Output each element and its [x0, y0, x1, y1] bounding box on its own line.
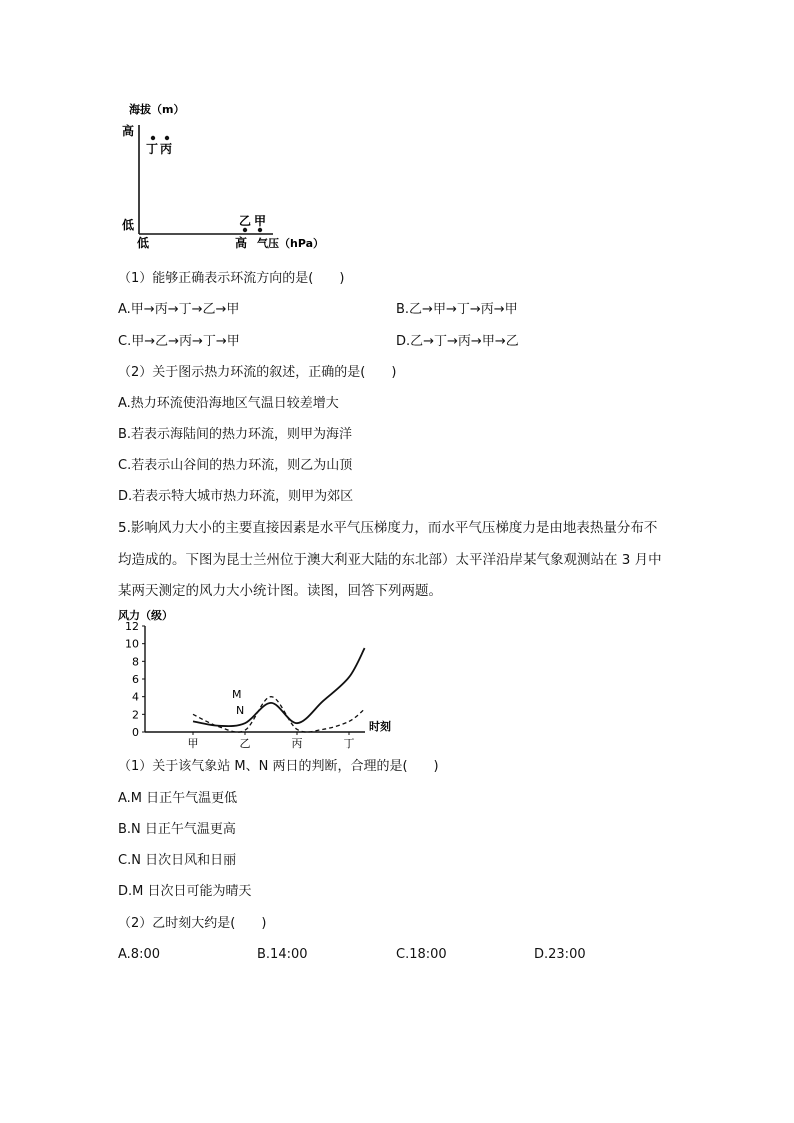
- altitude-pressure-chart: [115, 98, 345, 253]
- point-jia: [258, 228, 262, 232]
- point-bing: [165, 136, 169, 140]
- q4-2-option-a: A.热力环流使沿海地区气温日较差增大: [118, 396, 339, 411]
- q5-1-option-d: D.M 日次日可能为晴天: [118, 884, 252, 899]
- point-jia-label: 甲: [254, 214, 267, 228]
- q5-2-stem: （2）乙时刻大约是( ): [118, 916, 267, 931]
- q4-1-option-c: C.甲→乙→丙→丁→甲: [118, 334, 240, 349]
- wind-y-axis-label: 风力（级）: [118, 609, 173, 622]
- wind-force-chart: [115, 606, 405, 751]
- q5-paragraph-line-3: 某两天测定的风力大小统计图。读图，回答下列两题。: [118, 583, 442, 599]
- point-ding: [151, 136, 155, 140]
- x-axis-low: 低: [137, 236, 150, 250]
- wind-y-tick-label: 10: [125, 637, 139, 651]
- series-m-label: M: [232, 688, 242, 701]
- series-line-n: [193, 648, 365, 726]
- wind-y-tick-label: 4: [132, 690, 139, 704]
- series-n-label: N: [236, 704, 245, 717]
- y-axis-high: 高: [122, 124, 135, 138]
- q5-2-option-c: C.18:00: [396, 947, 447, 962]
- q4-1-option-b: B.乙→甲→丁→丙→甲: [396, 302, 518, 317]
- q4-2-option-c: C.若表示山谷间的热力环流，则乙为山顶: [118, 458, 353, 473]
- q4-1-option-d: D.乙→丁→丙→甲→乙: [396, 334, 519, 349]
- wind-y-tick-label: 12: [125, 620, 139, 633]
- q4-2-option-b: B.若表示海陆间的热力环流，则甲为海洋: [118, 427, 353, 442]
- y-axis-label: 海拔（m）: [129, 103, 185, 116]
- point-bing-label: 丙: [160, 142, 173, 156]
- point-yi-label: 乙: [239, 214, 252, 228]
- wind-x-tick-label: 乙: [239, 737, 251, 750]
- q5-1-option-c: C.N 日次日风和日丽: [118, 853, 237, 868]
- q5-paragraph-line-1: 5.影响风力大小的主要直接因素是水平气压梯度力，而水平气压梯度力是由地表热量分布不: [118, 520, 658, 536]
- q5-1-option-b: B.N 日正午气温更高: [118, 822, 236, 837]
- wind-y-tick-label: 8: [132, 655, 139, 669]
- q5-2-option-a: A.8:00: [118, 947, 160, 962]
- q5-1-stem: （1）关于该气象站 M、N 两日的判断，合理的是( ): [118, 759, 439, 774]
- x-axis-label: 气压（hPa）: [257, 237, 325, 250]
- y-axis-low: 低: [122, 218, 135, 232]
- wind-x-axis-label: 时刻: [369, 720, 391, 733]
- q4-1-stem: （1）能够正确表示环流方向的是( ): [118, 271, 345, 286]
- wind-y-tick-label: 6: [132, 673, 139, 686]
- series-line-m: [193, 697, 365, 733]
- wind-y-tick-label: 0: [132, 726, 139, 739]
- x-axis-high: 高: [235, 236, 248, 250]
- wind-x-tick-label: 丁: [343, 737, 355, 750]
- point-ding-label: 丁: [146, 142, 159, 156]
- q4-2-option-d: D.若表示特大城市热力环流，则甲为郊区: [118, 489, 354, 504]
- point-yi: [243, 228, 247, 232]
- wind-x-tick-label: 丙: [291, 737, 303, 750]
- q4-2-stem: （2）关于图示热力环流的叙述，正确的是( ): [118, 365, 397, 380]
- q5-2-option-d: D.23:00: [534, 947, 586, 962]
- q4-1-option-a: A.甲→丙→丁→乙→甲: [118, 302, 240, 317]
- q5-paragraph-line-2: 均造成的。下图为昆士兰州位于澳大利亚大陆的东北部）太平洋沿岸某气象观测站在 3 月中: [118, 552, 662, 568]
- wind-x-tick-label: 甲: [187, 737, 199, 750]
- q5-2-option-b: B.14:00: [257, 947, 308, 962]
- q5-1-option-a: A.M 日正午气温更低: [118, 791, 238, 806]
- wind-y-tick-label: 2: [132, 708, 139, 722]
